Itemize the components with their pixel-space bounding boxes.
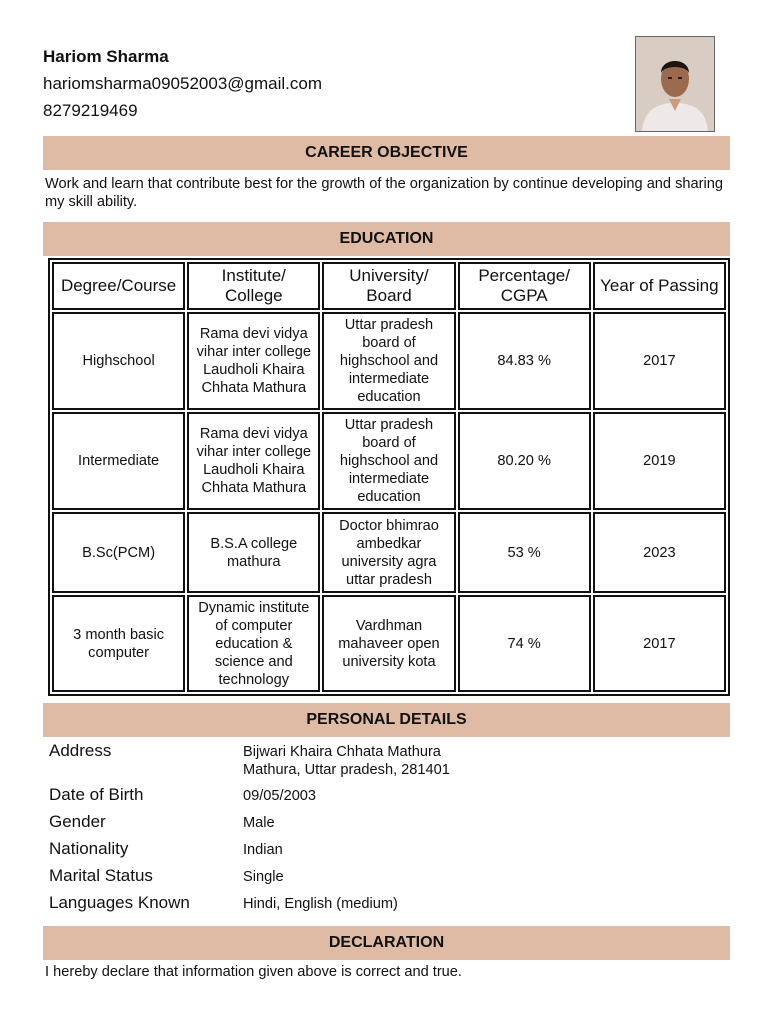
column-header: Degree/Course xyxy=(52,262,185,310)
degree-cell: Highschool xyxy=(52,312,185,410)
detail-value: Indian xyxy=(243,842,283,858)
column-header: University/ Board xyxy=(322,262,455,310)
candidate-name: Hariom Sharma xyxy=(43,47,169,66)
institute-cell: Rama devi vidya vihar inter college Laudholi Khaira Chhata Mathura xyxy=(187,312,320,410)
percentage-cell: 74 % xyxy=(458,595,591,692)
list-item xyxy=(49,741,729,779)
list-item xyxy=(49,866,729,886)
detail-value: Male xyxy=(243,815,275,831)
degree-cell: Intermediate xyxy=(52,412,185,510)
university-cell: Doctor bhimrao ambedkar university agra uttar pradesh xyxy=(322,512,455,593)
percentage-cell: 84.83 % xyxy=(458,312,591,410)
institute-cell: Rama devi vidya vihar inter college Laudholi Khaira Chhata Mathura xyxy=(187,412,320,510)
profile-photo xyxy=(635,36,715,132)
detail-label: Nationality xyxy=(49,839,129,858)
detail-label: Languages Known xyxy=(49,893,190,912)
year-cell: 2017 xyxy=(593,312,726,410)
list-item xyxy=(49,785,729,805)
column-header: Year of Passing xyxy=(593,262,726,310)
candidate-phone: 8279219469 xyxy=(43,101,138,120)
detail-label: Gender xyxy=(49,812,106,831)
table-row xyxy=(52,512,726,593)
declaration-heading: DECLARATION xyxy=(43,926,730,960)
university-cell: Uttar pradesh board of highschool and intermediate education xyxy=(322,312,455,410)
education-heading: EDUCATION xyxy=(43,222,730,256)
university-cell: Uttar pradesh board of highschool and intermediate education xyxy=(322,412,455,510)
year-cell: 2017 xyxy=(593,595,726,692)
table-row xyxy=(52,595,726,692)
candidate-email: hariomsharma09052003@gmail.com xyxy=(43,74,323,93)
detail-label: Address xyxy=(49,741,112,760)
personal-details-heading: PERSONAL DETAILS xyxy=(43,703,730,737)
percentage-cell: 80.20 % xyxy=(458,412,591,510)
degree-cell: B.Sc(PCM) xyxy=(52,512,185,593)
university-cell: Vardhman mahaveer open university kota xyxy=(322,595,455,692)
degree-cell: 3 month basic computer xyxy=(52,595,185,692)
table-row xyxy=(52,412,726,510)
detail-value: Single xyxy=(243,869,284,885)
list-item xyxy=(49,812,729,832)
list-item xyxy=(49,839,729,859)
institute-cell: Dynamic institute of computer education & science and technology xyxy=(187,595,320,692)
detail-label: Date of Birth xyxy=(49,785,144,804)
education-table xyxy=(48,258,730,696)
detail-label: Marital Status xyxy=(49,866,153,885)
column-header: Percentage/ CGPA xyxy=(458,262,591,310)
year-cell: 2023 xyxy=(593,512,726,593)
declaration-text: I hereby declare that information given above is correct and true. xyxy=(45,964,462,980)
institute-cell: B.S.A college mathura xyxy=(187,512,320,593)
resume-header xyxy=(43,44,322,124)
career-objective-heading: CAREER OBJECTIVE xyxy=(43,136,730,170)
percentage-cell: 53 % xyxy=(458,512,591,593)
detail-value: Hindi, English (medium) xyxy=(243,896,398,912)
education-header-row xyxy=(52,262,726,310)
table-row xyxy=(52,312,726,410)
detail-value: 09/05/2003 xyxy=(243,788,317,804)
list-item xyxy=(49,893,729,913)
column-header: Institute/ College xyxy=(187,262,320,310)
year-cell: 2019 xyxy=(593,412,726,510)
career-objective-text: Work and learn that contribute best for the growth of the organization by continue developing and sharing my skill ability. xyxy=(45,176,723,210)
personal-details-list xyxy=(49,741,729,922)
detail-value: Bijwari Khaira Chhata Mathura Mathura, Uttar pradesh, 281401 xyxy=(243,744,450,778)
